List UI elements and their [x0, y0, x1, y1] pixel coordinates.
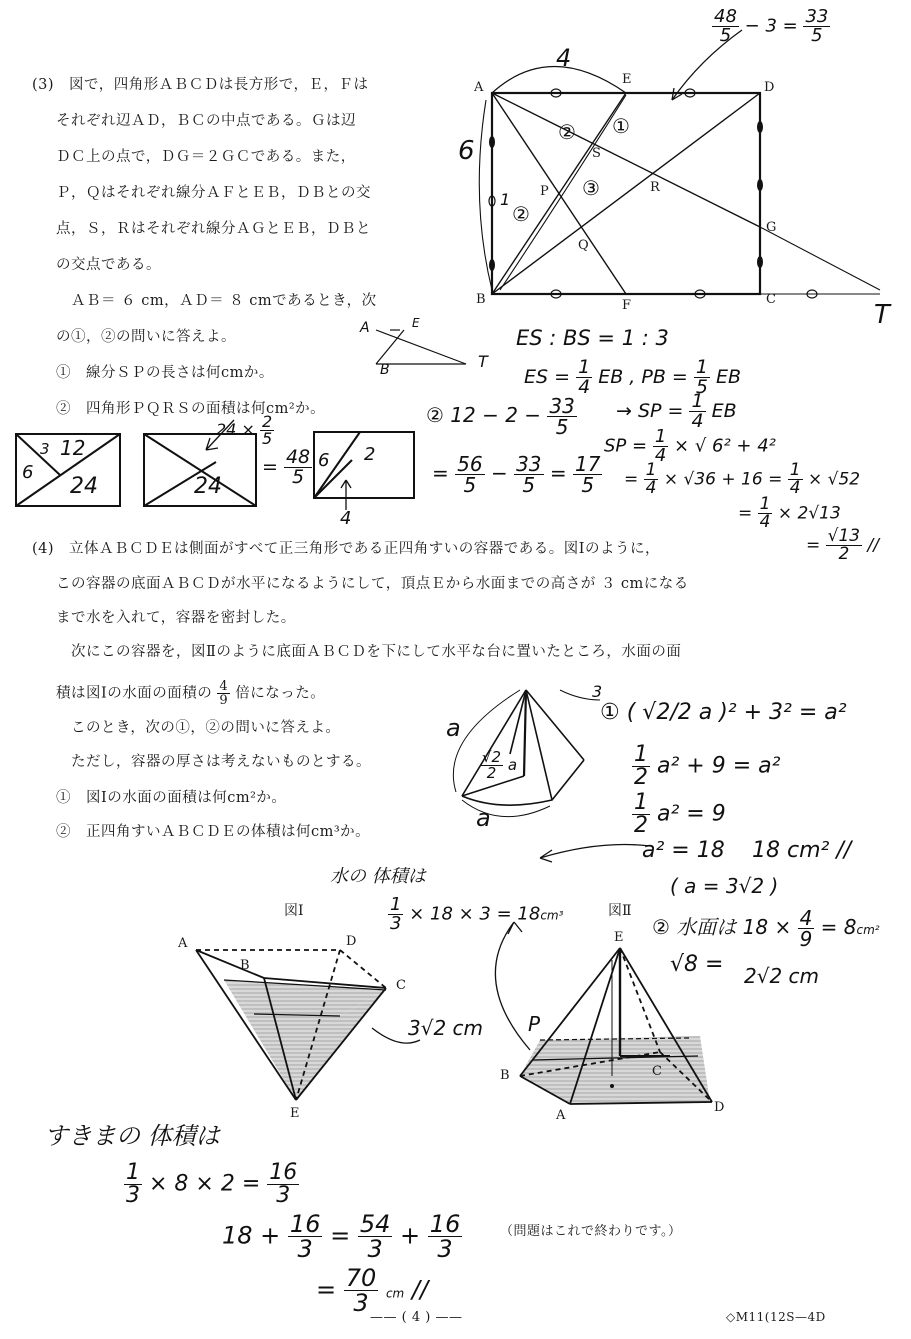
hw-note: a	[446, 714, 461, 742]
q3-line: Ｐ，Ｑはそれぞれ線分ＡＦとＥＢ，ＤＢとの交	[56, 185, 371, 201]
q4-subquestion-1: ① 図Ⅰの水面の面積は何cm²か。	[56, 790, 287, 806]
vertex-label: Q	[578, 238, 589, 253]
vertex-label: E	[622, 72, 632, 87]
hw-line: すきまの 体積は	[44, 1122, 220, 1150]
hw-line: = $\frac{1}{4}$ × 2√13	[738, 494, 841, 532]
vertex-label: B	[476, 292, 486, 307]
vertex-label: C	[766, 292, 776, 307]
hw-note: T	[874, 300, 890, 330]
q4-subquestion-2: ② 正四角すいＡＢＣＤＥの体積は何cm³か。	[56, 824, 371, 840]
q4-line: (4) 立体ＡＢＣＤＥは側面がすべて正三角形である正四角すいの容器である。図Ⅰのように，	[32, 541, 660, 557]
hw-answer: 18 cm² //	[752, 838, 852, 863]
doc-code: ◇M11(12S—4D	[726, 1310, 826, 1324]
hw-line: 18 + $\frac{16}{3}$ = $\frac{54}{3}$ + $\frac{16}{3}$	[222, 1210, 461, 1263]
hw-note: 1	[500, 190, 511, 209]
hw-line: 24 × $\frac{2}{5}$	[216, 412, 273, 448]
vertex-label: A	[178, 936, 188, 951]
hw-line: → SP = $\frac{1}{4}$ EB	[616, 390, 737, 432]
q3-line: 点，Ｓ，Ｒはそれぞれ線分ＡＧとＥＢ，ＤＢと	[56, 221, 371, 237]
hw-note: ②	[558, 120, 576, 144]
vertex-label: D	[714, 1100, 725, 1115]
q4-line: ただし，容器の厚さは考えないものとする。	[56, 754, 371, 770]
q3-line: それぞれ辺ＡＤ，ＢＣの中点である。Ｇは辺	[56, 113, 356, 129]
vertex-label: R	[650, 180, 660, 195]
hw-note: ①	[612, 114, 630, 138]
hw-note: 6	[458, 136, 475, 166]
q4-line: このとき，次の①，②の問いに答えよ。	[56, 720, 341, 736]
q4-line: まで水を入れて，容器を密封した。	[56, 610, 296, 626]
hw-line: = $\frac{48}{5}$	[262, 446, 311, 488]
q3-line: (3) 図で，四角形ＡＢＣＤは長方形で，Ｅ，Ｆは	[32, 77, 369, 93]
vertex-label: B	[500, 1068, 510, 1083]
hw-line: 2√2 cm	[744, 964, 820, 988]
hw-line: ② 水面は 18 × $\frac{4}{9}$ = 8cm²	[652, 906, 880, 951]
vertex-label: E	[290, 1106, 300, 1121]
hw-line: a² = 18	[642, 838, 725, 863]
hw-note: E	[412, 316, 420, 330]
hw-line: ② 12 − 2 − $\frac{33}{5}$	[426, 394, 575, 439]
hw-dimension: 3√2 cm	[408, 1016, 484, 1040]
vertex-label: C	[652, 1064, 662, 1079]
vertex-label: A	[556, 1108, 566, 1123]
hw-note: ②	[512, 202, 530, 226]
vertex-label: F	[622, 298, 632, 313]
vertex-label: G	[766, 220, 777, 235]
hw-note: 4	[340, 508, 352, 529]
vertex-label: A	[474, 80, 484, 95]
vertex-label: B	[240, 958, 250, 973]
hw-line: = $\frac{1}{4}$ × √36 + 16 = $\frac{1}{4}$ × √52	[624, 460, 861, 498]
figure-1-title: 図Ⅰ	[284, 903, 304, 919]
hw-line: = $\frac{56}{5}$ − $\frac{33}{5}$ = $\frac{17}{5}$	[432, 452, 601, 497]
hw-note: 6	[22, 462, 34, 483]
q3-line: ＤＣ上の点で，ＤＧ＝２ＧＣである。また，	[56, 149, 356, 165]
q3-subquestion-1: ① 線分ＳＰの長さは何cmか。	[56, 365, 274, 381]
hw-line: ① ( √2/2 a )² + 3² = a²	[600, 700, 847, 725]
vertex-label: E	[614, 930, 624, 945]
hw-note: 24	[194, 474, 222, 499]
hw-note: A	[360, 320, 370, 336]
hw-line: SP = $\frac{1}{4}$ × √ 6² + 4²	[604, 426, 776, 466]
hw-line: $\frac{1}{3}$ × 8 × 2 = $\frac{16}{3}$	[126, 1160, 298, 1208]
hw-note: 4	[556, 44, 572, 72]
vertex-label: S	[592, 146, 601, 161]
hw-note: T	[478, 352, 488, 371]
hw-line: $\frac{1}{2}$ a² + 9 = a²	[634, 742, 781, 790]
hw-fraction: $\frac{48}{5}$ − 3 = $\frac{33}{5}$	[714, 6, 829, 46]
vertex-label: D	[346, 934, 357, 949]
hw-answer: = $\frac{√13}{2}$ //	[806, 526, 879, 564]
hw-line: $\frac{1}{2}$ a² = 9	[634, 790, 726, 838]
hw-line: ES = $\frac{1}{4}$ EB , PB = $\frac{1}{5}$ EB	[524, 356, 742, 398]
q3-line: の交点である。	[56, 257, 161, 273]
figure-2-title: 図Ⅱ	[608, 903, 632, 919]
q4-line: この容器の底面ＡＢＣＤが水平になるようにして，頂点Ｅから水面までの高さが ３ cmになる	[56, 576, 689, 592]
hw-note: 2	[364, 444, 376, 465]
q4-line: 積は図Ⅰの水面の面積の $\frac{4}{9}$ 倍になった。	[56, 679, 326, 708]
hw-note: a	[476, 804, 491, 832]
q3-line: ＡＢ＝ ６ cm，ＡＤ＝ ８ cmであるとき，次	[56, 293, 377, 309]
vertex-label: C	[396, 978, 406, 993]
q3-line: の①，②の問いに答えよ。	[56, 329, 236, 345]
hw-note: $\frac{√2}{2}$ a	[482, 748, 518, 782]
hw-note: ③	[582, 176, 600, 200]
vertex-label: D	[764, 80, 775, 95]
hw-note: B	[380, 362, 390, 378]
hw-note: 24	[70, 474, 98, 499]
hw-line: √8 =	[670, 952, 724, 977]
hw-line: $\frac{1}{3}$ × 18 × 3 = 18cm³	[390, 894, 564, 934]
hw-answer: = $\frac{70}{3}$ cm //	[316, 1264, 429, 1317]
vertex-label: P	[540, 184, 549, 199]
hw-note: 3	[40, 440, 50, 458]
hw-line: 水の 体積は	[330, 866, 426, 887]
page-number: —— ( 4 ) ——	[370, 1310, 463, 1325]
hw-line: ( a = 3√2 )	[670, 874, 779, 898]
q3-subquestion-2: ② 四角形ＰＱＲＳの面積は何cm²か。	[56, 401, 326, 417]
hw-note: 6	[318, 450, 330, 471]
end-note: （問題はこれで終わりです。）	[500, 1224, 682, 1239]
hw-note: 12	[60, 436, 86, 460]
hw-note: 3	[592, 682, 603, 701]
q4-line: 次にこの容器を，図Ⅱのように底面ＡＢＣＤを下にして水平な台に置いたところ，水面の面	[56, 644, 682, 660]
hw-note: P	[528, 1012, 541, 1036]
hw-ratio: ES : BS = 1 : 3	[516, 326, 669, 350]
